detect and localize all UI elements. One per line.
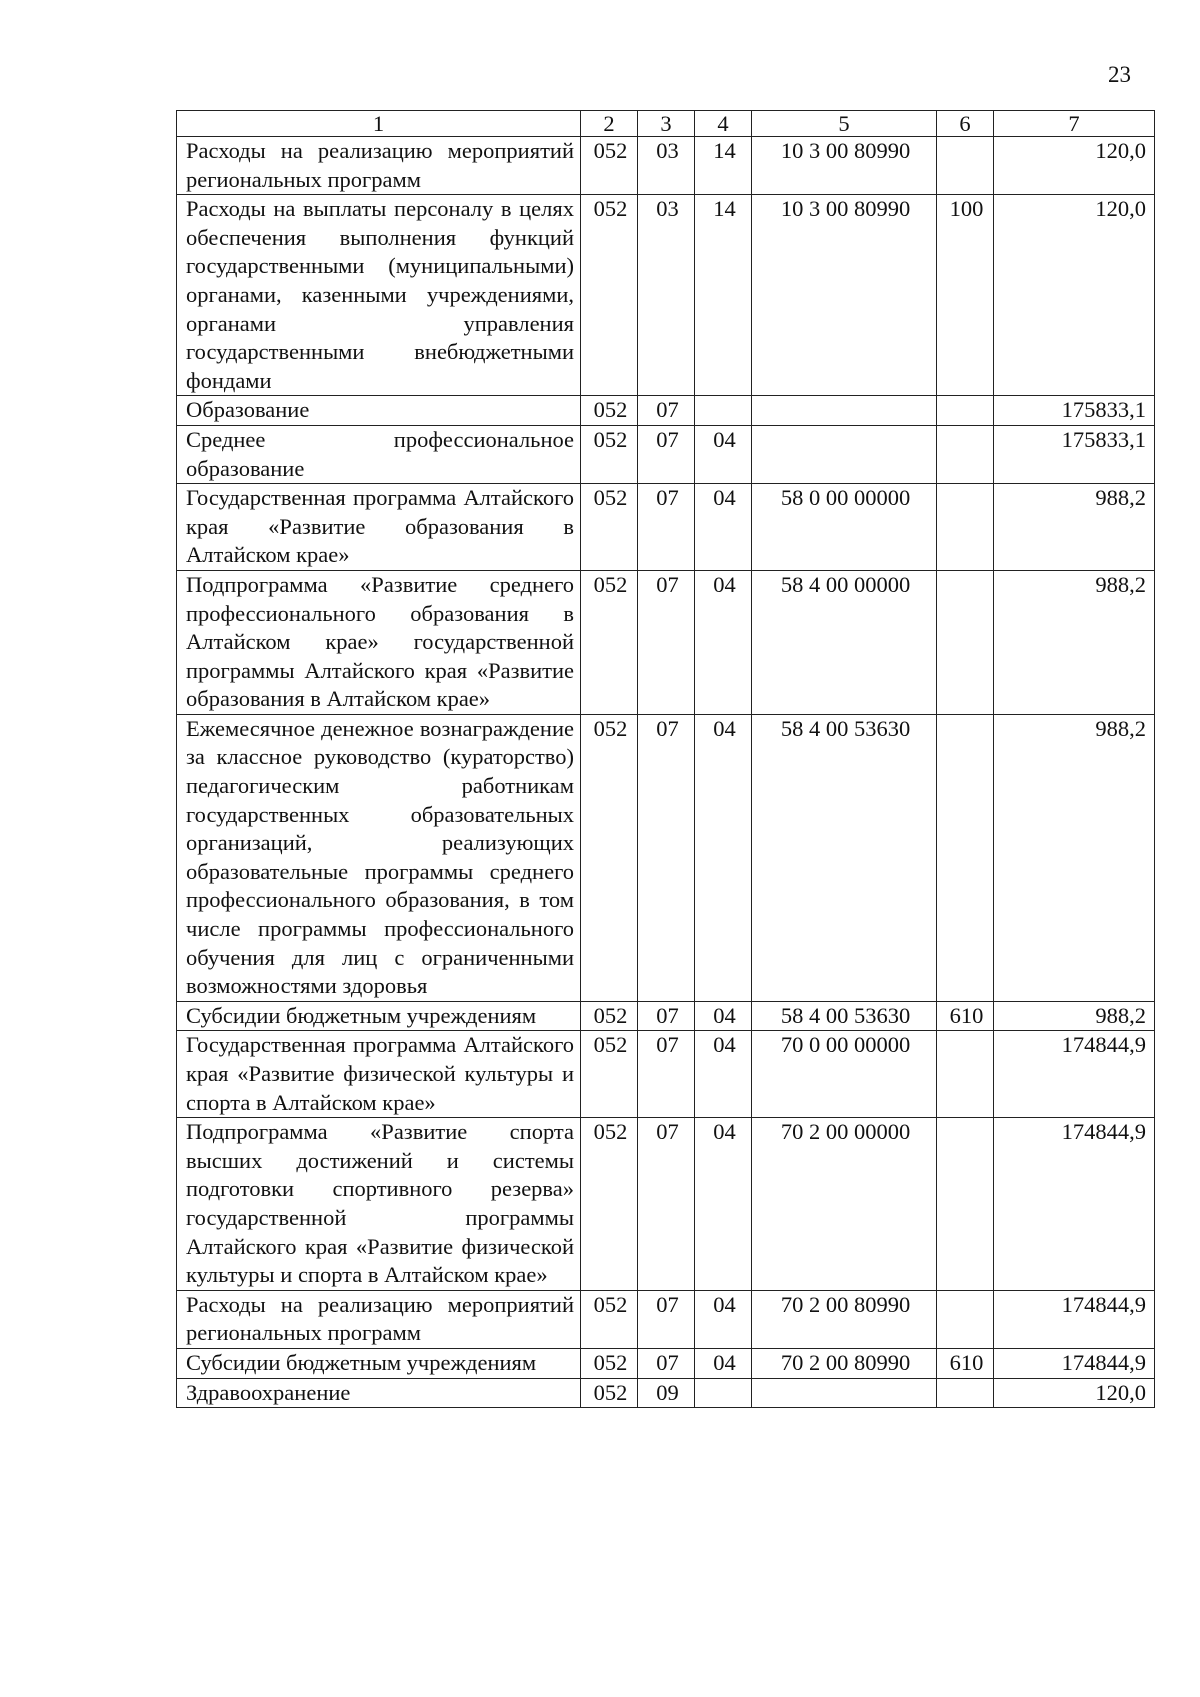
row-section-cell: 09	[638, 1378, 695, 1408]
row-name-cell: Образование	[177, 396, 581, 426]
row-subsection-cell: 04	[695, 1118, 752, 1291]
table-row	[177, 484, 1155, 571]
row-subsection-cell: 04	[695, 1001, 752, 1031]
row-expense-type-cell	[937, 1290, 994, 1348]
row-section-cell: 07	[638, 1118, 695, 1291]
table-body	[177, 111, 1155, 1408]
row-code-cell: 052	[581, 1118, 638, 1291]
header-cell: 1	[177, 111, 581, 137]
table-row	[177, 195, 1155, 396]
row-target-cell: 70 2 00 00000	[752, 1118, 937, 1291]
row-code-cell: 052	[581, 1348, 638, 1378]
row-amount-cell: 988,2	[994, 1001, 1155, 1031]
row-name-cell: Субсидии бюджетным учреждениям	[177, 1348, 581, 1378]
row-expense-type-cell	[937, 570, 994, 714]
table-row	[177, 1118, 1155, 1291]
row-name-cell: Подпрограмма «Развитие спорта высших достижений и системы подготовки спортивного резерва» государственной программы Алтайского края «Развитие физической культуры и спорта в Алтайском крае»	[177, 1118, 581, 1291]
row-target-cell: 70 2 00 80990	[752, 1348, 937, 1378]
row-section-cell: 07	[638, 1001, 695, 1031]
row-subsection-cell	[695, 1378, 752, 1408]
header-cell: 5	[752, 111, 937, 137]
row-name-cell: Здравоохранение	[177, 1378, 581, 1408]
row-expense-type-cell: 610	[937, 1348, 994, 1378]
row-name-cell: Государственная программа Алтайского края «Развитие образования в Алтайском крае»	[177, 484, 581, 571]
table-row	[177, 1348, 1155, 1378]
table-row	[177, 1031, 1155, 1118]
row-name-cell: Государственная программа Алтайского края «Развитие физической культуры и спорта в Алтайском крае»	[177, 1031, 581, 1118]
table-row	[177, 570, 1155, 714]
header-cell: 6	[937, 111, 994, 137]
row-amount-cell: 174844,9	[994, 1348, 1155, 1378]
row-expense-type-cell	[937, 1378, 994, 1408]
row-amount-cell: 174844,9	[994, 1031, 1155, 1118]
row-subsection-cell: 04	[695, 484, 752, 571]
row-name-cell: Расходы на выплаты персоналу в целях обеспечения выполнения функций государственными (муниципальными) органами, казенными учреждениями, органами управления государственными внебюджетными фондами	[177, 195, 581, 396]
row-expense-type-cell	[937, 714, 994, 1001]
row-code-cell: 052	[581, 195, 638, 396]
row-section-cell: 03	[638, 195, 695, 396]
header-row	[177, 111, 1155, 137]
row-expense-type-cell	[937, 396, 994, 426]
row-code-cell: 052	[581, 484, 638, 571]
row-section-cell: 07	[638, 396, 695, 426]
header-cell: 2	[581, 111, 638, 137]
row-code-cell: 052	[581, 396, 638, 426]
row-section-cell: 07	[638, 1031, 695, 1118]
row-subsection-cell: 14	[695, 195, 752, 396]
row-name-cell: Субсидии бюджетным учреждениям	[177, 1001, 581, 1031]
row-amount-cell: 175833,1	[994, 396, 1155, 426]
row-code-cell: 052	[581, 1290, 638, 1348]
row-amount-cell: 175833,1	[994, 425, 1155, 483]
row-target-cell: 70 2 00 80990	[752, 1290, 937, 1348]
row-name-cell: Ежемесячное денежное вознаграждение за классное руководство (кураторство) педагогическим работникам государственных образовательных организаций, реализующих образовательные программы среднего профессионального образования, в том числе программы профессионального обучения для лиц с ограниченными возможностями здоровья	[177, 714, 581, 1001]
table-row	[177, 1290, 1155, 1348]
row-section-cell: 07	[638, 570, 695, 714]
budget-table	[176, 110, 1155, 1408]
row-name-cell: Среднее профессиональное образование	[177, 425, 581, 483]
row-target-cell	[752, 396, 937, 426]
row-expense-type-cell	[937, 425, 994, 483]
row-amount-cell: 988,2	[994, 484, 1155, 571]
row-subsection-cell: 04	[695, 1348, 752, 1378]
row-target-cell	[752, 425, 937, 483]
row-expense-type-cell	[937, 137, 994, 195]
table-row	[177, 714, 1155, 1001]
row-expense-type-cell: 100	[937, 195, 994, 396]
row-name-cell: Расходы на реализацию мероприятий региональных программ	[177, 137, 581, 195]
table-row	[177, 425, 1155, 483]
row-subsection-cell: 14	[695, 137, 752, 195]
row-subsection-cell	[695, 396, 752, 426]
row-section-cell: 07	[638, 484, 695, 571]
row-subsection-cell: 04	[695, 570, 752, 714]
row-target-cell: 58 4 00 53630	[752, 1001, 937, 1031]
table-row	[177, 1001, 1155, 1031]
row-target-cell: 10 3 00 80990	[752, 137, 937, 195]
header-cell: 7	[994, 111, 1155, 137]
table-row	[177, 396, 1155, 426]
row-section-cell: 07	[638, 1348, 695, 1378]
row-code-cell: 052	[581, 137, 638, 195]
row-amount-cell: 174844,9	[994, 1290, 1155, 1348]
row-section-cell: 03	[638, 137, 695, 195]
row-code-cell: 052	[581, 1001, 638, 1031]
row-target-cell: 70 0 00 00000	[752, 1031, 937, 1118]
row-expense-type-cell	[937, 1118, 994, 1291]
row-code-cell: 052	[581, 714, 638, 1001]
row-expense-type-cell	[937, 484, 994, 571]
page-number: 23	[1108, 62, 1131, 87]
header-cell: 4	[695, 111, 752, 137]
row-code-cell: 052	[581, 1031, 638, 1118]
row-amount-cell: 988,2	[994, 714, 1155, 1001]
row-name-cell: Подпрограмма «Развитие среднего профессионального образования в Алтайском крае» государственной программы Алтайского края «Развитие образования в Алтайском крае»	[177, 570, 581, 714]
row-amount-cell: 120,0	[994, 137, 1155, 195]
row-amount-cell: 120,0	[994, 1378, 1155, 1408]
row-section-cell: 07	[638, 1290, 695, 1348]
row-subsection-cell: 04	[695, 425, 752, 483]
row-expense-type-cell	[937, 1031, 994, 1118]
row-subsection-cell: 04	[695, 714, 752, 1001]
row-target-cell: 10 3 00 80990	[752, 195, 937, 396]
table-row	[177, 137, 1155, 195]
row-target-cell: 58 4 00 53630	[752, 714, 937, 1001]
row-target-cell	[752, 1378, 937, 1408]
row-code-cell: 052	[581, 570, 638, 714]
row-expense-type-cell: 610	[937, 1001, 994, 1031]
header-cell: 3	[638, 111, 695, 137]
row-name-cell: Расходы на реализацию мероприятий региональных программ	[177, 1290, 581, 1348]
table-row	[177, 1378, 1155, 1408]
row-amount-cell: 120,0	[994, 195, 1155, 396]
row-code-cell: 052	[581, 1378, 638, 1408]
row-amount-cell: 988,2	[994, 570, 1155, 714]
row-target-cell: 58 0 00 00000	[752, 484, 937, 571]
row-section-cell: 07	[638, 714, 695, 1001]
row-amount-cell: 174844,9	[994, 1118, 1155, 1291]
row-target-cell: 58 4 00 00000	[752, 570, 937, 714]
row-subsection-cell: 04	[695, 1290, 752, 1348]
row-code-cell: 052	[581, 425, 638, 483]
row-section-cell: 07	[638, 425, 695, 483]
row-subsection-cell: 04	[695, 1031, 752, 1118]
